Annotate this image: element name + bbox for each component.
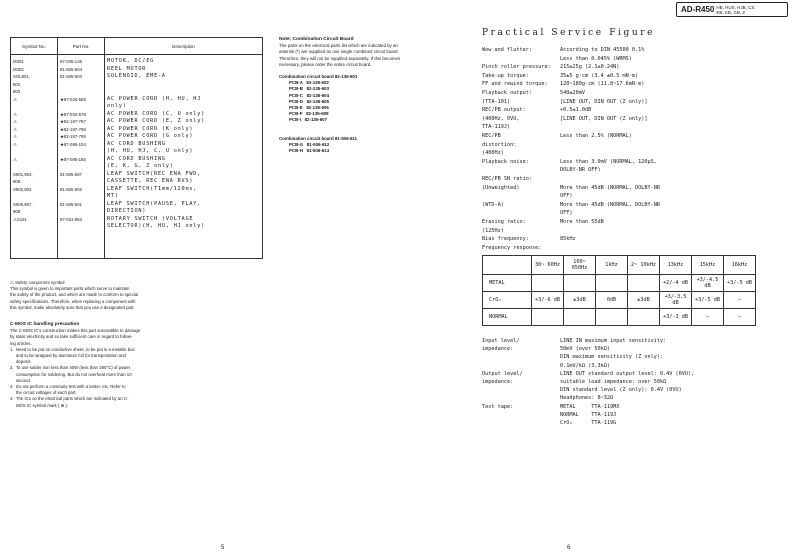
model-name: AD-R450 — [681, 5, 715, 14]
freq-cell — [564, 309, 596, 326]
cell-description: (E, K, G, Z only) — [107, 163, 174, 169]
safety-note — [10, 280, 260, 311]
spec-label: Playback output: — [482, 90, 532, 96]
spec-label: (125Hz) — [482, 227, 504, 234]
cell-description: REEL MOTOR — [107, 65, 147, 72]
cmos-item-line: MOS IC symbol mark ( ⊕ ). — [10, 402, 69, 408]
cell-description: AC POWER CORD (E, Z only) — [107, 118, 206, 124]
spec-label: Bias frequency: — [482, 236, 529, 243]
board1-list — [279, 80, 469, 123]
cell-symbol: S902,903 — [13, 186, 32, 192]
spec-value: More than 45dB (NORMAL, DOLBY-NR — [560, 201, 660, 208]
spec-list — [482, 47, 782, 251]
cell-part-no: 87-031-853 — [60, 216, 82, 222]
io-value: DIN maximum sensitivity (Z only): — [560, 354, 664, 361]
safety-note-title: ⚠ Safety component symbol — [10, 280, 65, 285]
cell-part-no: 81-505-602 — [60, 186, 82, 192]
combo-title: Note; Combination Circuit Board — [279, 37, 354, 42]
freq-cell: +3/-3 dB — [660, 309, 692, 326]
freq-cell: — — [692, 309, 724, 326]
freq-cell: +3/-3.5 dB — [660, 292, 692, 309]
io-label: Test tape: — [482, 403, 514, 410]
cell-description: LEAF SWITCH(PAUSE, PLAY, — [107, 200, 202, 207]
safety-line: the safety of the product, and which are made to conform to special — [10, 292, 139, 298]
io-value: suitable load impedance: over 50kΩ — [560, 379, 667, 385]
cell-description: SOLENOID, EME-A — [107, 73, 166, 79]
safety-line: safety specifications. Therefore, when replacing a component with — [10, 298, 136, 304]
freq-cell: 0dB — [596, 292, 628, 309]
cell-part-no: 81-505-587 — [60, 171, 82, 177]
io-label: impedance: — [482, 346, 514, 353]
cell-symbol: ⚠ — [13, 96, 17, 102]
combo-body — [279, 43, 469, 68]
cell-symbol: SOL801, — [13, 74, 30, 79]
cell-part-no: 81-505-601 — [60, 201, 82, 207]
cell-symbol — [13, 223, 55, 231]
spec-label: REC/PB output: — [482, 107, 526, 114]
cmos-intro-line: ing articles. — [10, 340, 32, 346]
cmos-intro-line: The C-MOS IC's construction makes this part susceptible to damage — [10, 328, 141, 334]
cell-symbol: S906,907, — [13, 201, 33, 207]
cell-part-no — [60, 103, 102, 111]
combo-line: asterisk (*) are supplied as one single combined circuit board. — [279, 49, 399, 55]
freq-cell — [596, 275, 628, 292]
cmos-note-title: C-MOS IC handling precaution — [10, 322, 80, 327]
cell-description: LEAF SWITCH(REC ENA FWD, — [107, 170, 202, 177]
cell-description: DIRECTION) — [107, 208, 147, 214]
io-value: Headphones: 8~32Ω — [560, 395, 614, 402]
cell-part-no: ★82-187-795 — [60, 134, 86, 139]
spec-value: Less than 2.5% (NORMAL) — [560, 133, 632, 139]
spec-value: OFF) — [560, 193, 573, 200]
spec-label: REC/PB SN ratio: — [482, 176, 532, 182]
board-entry: PCB-A 82-135-602 — [289, 80, 329, 86]
cell-part-no — [60, 163, 102, 171]
spec-label: Take-up torque: — [482, 72, 529, 79]
cell-symbol: ⚠ — [13, 119, 17, 124]
spec-label: (WTD-A) — [482, 201, 504, 208]
spec-label: REC/PB — [482, 133, 501, 139]
freq-cell: — — [724, 292, 756, 309]
spec-label: (400Hz) — [482, 150, 504, 157]
spec-value: More than 55dB — [560, 219, 604, 225]
cmos-item-line: deposit. — [10, 359, 32, 365]
spec-label: (TTA-101) — [482, 98, 511, 105]
page-number-right: 6 — [567, 545, 571, 551]
freq-cell: +3/-4.5 dB — [692, 275, 724, 292]
cell-symbol: S901,904, — [13, 171, 33, 177]
safety-note-body — [10, 286, 260, 311]
spec-value: +0.5±1.0dB — [560, 107, 592, 114]
cell-symbol — [13, 148, 55, 156]
io-value: LINE IN maximum input sensitivity: — [560, 338, 667, 344]
safety-line: this symbol, make absolutely sure that you use a designated part. — [10, 304, 135, 310]
board2-title: Combination circuit board 81-506-611 — [279, 135, 358, 141]
io-value: 50mV (over 50kΩ) — [560, 346, 610, 353]
board-entry: PCB-D 82-135-605 — [289, 98, 330, 104]
spec-label: (400Hz, 0VU, — [482, 115, 520, 122]
cell-description: AC CORD BUSHING — [107, 140, 166, 147]
cell-part-no — [60, 81, 102, 89]
spec-value: DOLBY-NR OFF) — [560, 167, 601, 174]
col-symbol: Symbol No. — [11, 38, 58, 55]
spec-label: Pinch roller pressure: — [482, 64, 551, 71]
freq-cell — [628, 309, 660, 326]
combination-board-note — [279, 37, 469, 154]
spec-label: FF and rewind torque: — [482, 81, 548, 88]
cell-part-no: ★87-034-558 — [60, 96, 86, 102]
cell-symbol: 908 — [13, 209, 21, 214]
spec-value: [LINE OUT, DIN OUT (Z only)] — [560, 115, 648, 122]
safety-line: This symbol is given to important parts which serve to maintain — [10, 286, 130, 292]
freq-header-cell: 2~ 10kHz — [628, 256, 660, 275]
cmos-item-line: second. — [10, 377, 32, 383]
cell-part-no: ★87-085-185 — [60, 156, 86, 162]
col-description: Description — [105, 38, 263, 55]
board-entry: PCB-H 81-506-614 — [289, 148, 330, 154]
cell-description: (H, HU, HJ, C, U only) — [107, 148, 194, 154]
combo-line: The parts on the electrical parts list which are indicated by an — [279, 43, 398, 49]
freq-row — [483, 275, 756, 292]
spec-value: 540±20mV — [560, 90, 585, 96]
cell-part-no: 81-505-604 — [60, 66, 82, 72]
cell-symbol: 802, — [13, 81, 22, 87]
board-entry: PCB-E 82-135-606 — [289, 105, 329, 111]
model-suffixes: HB, HUS, HJB, CS, EB, KB, GB, Z — [716, 4, 756, 15]
description-column — [105, 55, 263, 259]
cmos-item-line: 3. Do not perform a continuity test with a tester, etc. Refer to — [10, 384, 126, 390]
cell-description: MOTOR, DC/EG — [107, 58, 155, 64]
io-label: Input level/ — [482, 338, 520, 344]
cell-description: AC CORD BUSHING — [107, 155, 166, 162]
cmos-item-line: and to be wrapped by aluminum foil for transportation and — [10, 353, 126, 359]
freq-header-cell: 30~ 60Hz — [532, 256, 564, 275]
col-part: Part No. — [58, 38, 105, 55]
cmos-note-items — [10, 347, 260, 409]
freq-row — [483, 309, 756, 326]
freq-header-cell: 15kHz — [692, 256, 724, 275]
spec-value: OFF) — [560, 210, 573, 217]
board-entry: PCB-B 82-135-603 — [289, 86, 330, 92]
cell-symbol — [13, 103, 55, 111]
symbol-column — [11, 55, 58, 259]
spec-value: Less than 3.0mV (NORMAL, 120μS, — [560, 158, 657, 165]
parts-table — [10, 37, 263, 259]
cell-description: MT) — [107, 193, 119, 199]
cell-symbol: 905 — [13, 179, 21, 184]
cell-symbol: ⚠ — [13, 156, 17, 162]
cell-description: ROTARY SWITCH (VOLTAGE — [107, 215, 194, 222]
freq-cell: +2/-4 dB — [660, 275, 692, 292]
cell-part-no: ★82-187-798 — [60, 126, 86, 132]
cell-description: AC POWER CORD (C, U only) — [107, 110, 206, 117]
cell-part-no: 81-505-603 — [60, 74, 82, 79]
cell-symbol: ⚠S151 — [13, 216, 27, 222]
freq-cell — [532, 275, 564, 292]
board-entry: PCB-F 82-135-608 — [289, 111, 329, 117]
cmos-note-intro — [10, 328, 260, 347]
board2-list — [279, 142, 469, 154]
cell-symbol: ⚠ — [13, 111, 17, 117]
freq-header-cell: 16kHz — [724, 256, 756, 275]
freq-cell: ±3dB — [628, 292, 660, 309]
cell-symbol: M302 — [13, 66, 24, 72]
freq-header-row — [483, 256, 756, 275]
io-value: LINE OUT standard output level: 0.4V (0VU), — [560, 370, 695, 377]
io-label: Output level/ — [482, 370, 523, 377]
freq-cell: ±3dB — [564, 292, 596, 309]
freq-cell — [564, 275, 596, 292]
part-column — [58, 55, 105, 259]
cell-description: AC POWER CORD (H, HU, HJ — [107, 95, 202, 102]
cell-symbol — [13, 193, 55, 201]
cell-part-no — [60, 178, 102, 186]
freq-header-cell: 1kHz — [596, 256, 628, 275]
io-spec-list — [482, 338, 782, 428]
cell-description: SELECTOR)(H, HU, HJ only) — [107, 223, 206, 229]
freq-cell — [532, 309, 564, 326]
combo-line: Therefore, they will not be supplied separately. If this becomes — [279, 55, 401, 61]
spec-label: (Unweighted) — [482, 184, 520, 191]
spec-value: [LINE OUT, DIN OUT (Z only)] — [560, 98, 648, 105]
cmos-intro-line: by static electricity and so take sufficient care in regard to follow- — [10, 334, 133, 340]
freq-row-label: NORMAL — [483, 309, 532, 326]
spec-value: 215±25g (2.1±0.24N) — [560, 64, 620, 71]
spec-label: Erasing ratio: — [482, 219, 526, 225]
cell-description: AC POWER CORD (K only) — [107, 125, 194, 132]
cell-description — [107, 81, 260, 89]
freq-cell — [628, 275, 660, 292]
io-value: METAL TTA-119MX — [560, 403, 620, 410]
cell-symbol: ⚠ — [13, 126, 17, 132]
io-label: impedance: — [482, 379, 514, 385]
freq-cell: +3/-5 dB — [692, 292, 724, 309]
cell-description: LEAF SWITCH(T1mm/120ms, — [107, 185, 198, 192]
io-value: DIN standard level (Z only): 0.4V (0VU) — [560, 387, 682, 394]
cell-description: only) — [107, 103, 127, 109]
cell-part-no — [60, 148, 102, 156]
spec-value: 35±5 g·cm (3.4 ±0.5 mN·m) — [560, 72, 639, 79]
board1-title: Combination circuit board 82-135-601 — [279, 74, 358, 80]
cell-description — [107, 88, 260, 96]
cell-symbol: M301 — [13, 59, 24, 64]
spec-title: Practical Service Figure — [482, 28, 656, 38]
cell-symbol: 803 — [13, 89, 21, 94]
cmos-item-line: 2. To use solder iron less than 40W (less than 280°C) of power — [10, 365, 131, 371]
spec-value: According to DIN 45500 0.1% — [560, 47, 645, 53]
model-header-tag — [676, 2, 788, 17]
frequency-response-table — [482, 255, 756, 326]
cell-part-no: ★87-034-578 — [60, 111, 86, 117]
cell-part-no: ★82-187-797 — [60, 119, 86, 124]
io-value: CrO₂ TTA-119G — [560, 420, 617, 426]
cell-part-no: ★87-085-104 — [60, 141, 86, 147]
cell-part-no — [60, 223, 102, 231]
cell-symbol: ⚠ — [13, 141, 17, 147]
spec-value: More than 45dB (NORMAL, DOLBY-NR — [560, 184, 660, 191]
freq-cell: +3/-5 dB — [724, 275, 756, 292]
cell-part-no: 87-045-135 — [60, 59, 82, 64]
io-value: NORMAL TTA-119J — [560, 411, 617, 418]
board-entry: PCB-I 82-135-607 — [289, 117, 328, 123]
freq-header-cell: 100~ 650Hz — [564, 256, 596, 275]
cell-symbol — [13, 163, 55, 171]
freq-cell: — — [724, 309, 756, 326]
board-entry: PCB-C 82-135-604 — [289, 92, 330, 98]
freq-cell: +3/-6 dB — [532, 292, 564, 309]
cmos-item-line: 1. Need to be put on conductive sheet, to be put in a metallic box — [10, 346, 135, 352]
cell-description: AC POWER CORD (G only) — [107, 133, 194, 139]
cell-part-no — [60, 208, 102, 216]
cell-symbol: ⚠ — [13, 134, 17, 139]
combo-line: necessary, please order the entire circuit board. — [279, 61, 372, 67]
cmos-note — [10, 322, 260, 409]
freq-header-cell: 13kHz — [660, 256, 692, 275]
spec-label: TTA-119J) — [482, 124, 511, 131]
freq-header-cell — [483, 256, 532, 275]
spec-label: Wow and flutter: — [482, 47, 532, 53]
cell-part-no — [60, 193, 102, 201]
io-value: 0.1mV/kΩ (3.3kΩ) — [560, 362, 610, 369]
freq-row-label: METAL — [483, 275, 532, 292]
board-entry: PCB-G 81-506-612 — [289, 141, 330, 147]
spec-label: Playback noise: — [482, 158, 529, 165]
freq-row — [483, 292, 756, 309]
spec-value: Less than 0.045% (WRMS) — [560, 55, 632, 62]
cell-part-no — [60, 88, 102, 96]
cmos-item-line: the circuit voltages of each part. — [10, 390, 77, 396]
cmos-item-line: consumption for soldering. But do not overheat more than 10 — [10, 371, 132, 377]
spec-value: 85kHz — [560, 236, 576, 243]
spec-label: Frequency response: — [482, 244, 542, 251]
freq-cell — [596, 309, 628, 326]
cell-description: CASSETTE, REC ENA RVS) — [107, 178, 194, 184]
page-number-left: 5 — [221, 545, 225, 551]
cmos-item-line: 4. The ICs on the electrical parts which are indicated by an C- — [10, 396, 129, 402]
freq-row-label: CrO₂ — [483, 292, 532, 309]
spec-value: 120~180g·cm (11.8~17.6mN·m) — [560, 81, 645, 88]
spec-label: distortion: — [482, 141, 517, 148]
warning-triangle-icon: ⚠ — [10, 280, 14, 285]
